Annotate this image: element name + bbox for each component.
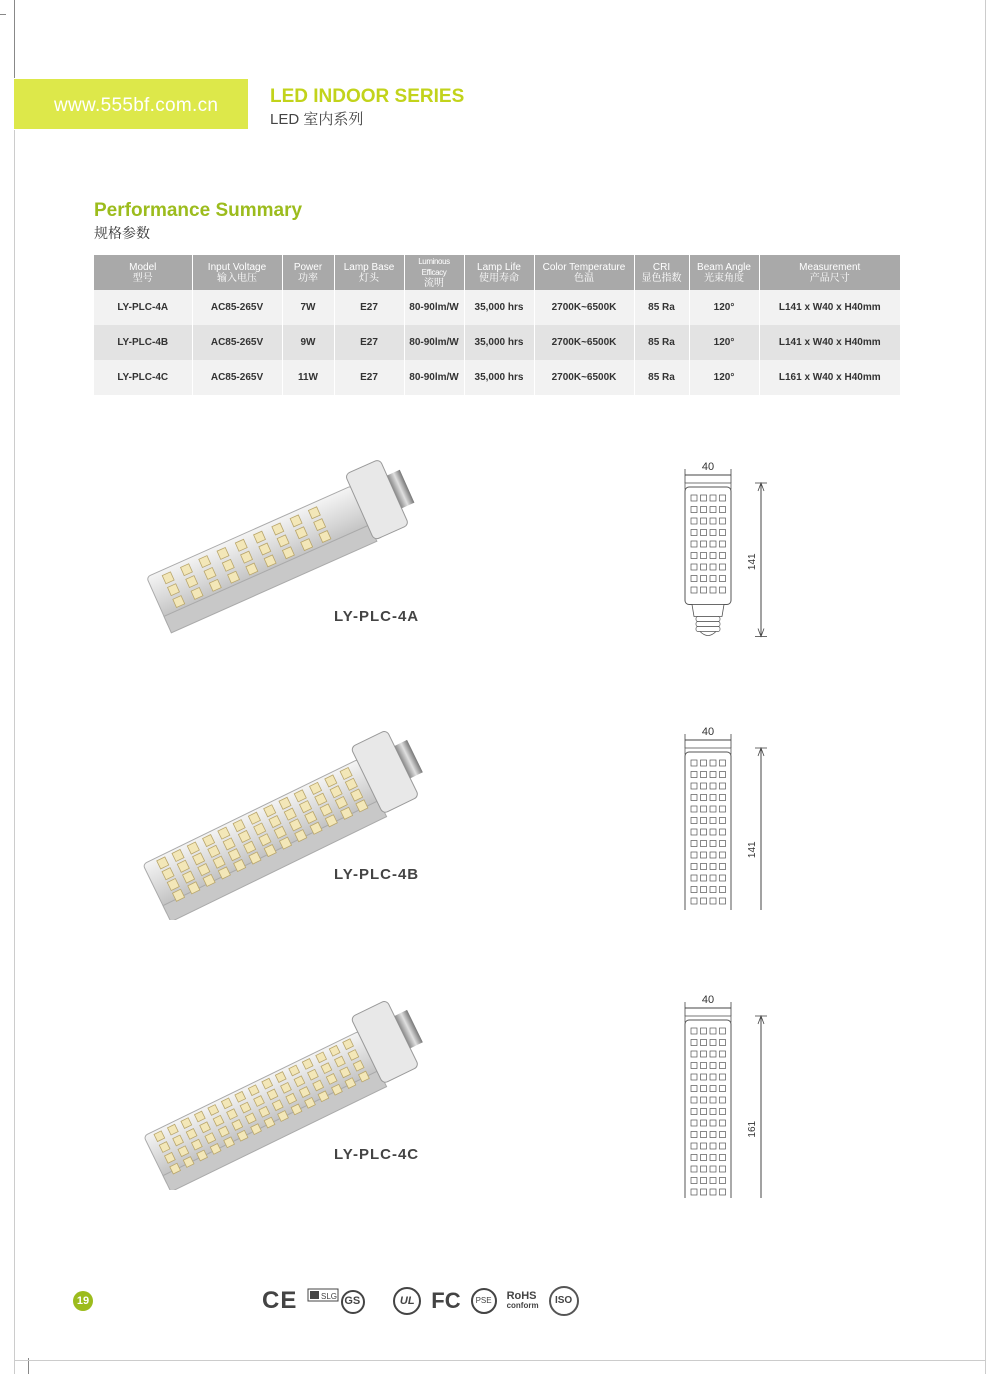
ce-mark-icon: CE (262, 1287, 298, 1314)
length-dimension-label: 141 (747, 553, 758, 571)
column-header-cn: 灯头 (359, 272, 379, 284)
drawing-tip (700, 632, 716, 636)
table-cell: 120° (689, 360, 759, 395)
svg-text:SLG: SLG (321, 1292, 338, 1301)
spec-table (94, 255, 900, 395)
column-header (759, 255, 900, 290)
product-label-4b: LY-PLC-4B (334, 866, 420, 883)
table-cell: 11W (282, 360, 334, 395)
table-cell: 7W (282, 290, 334, 325)
fcc-mark-icon: FC (431, 1288, 461, 1313)
table-cell: 120° (689, 325, 759, 360)
pse-mark-icon: PSE (471, 1288, 497, 1314)
column-header-en: CRI (652, 261, 671, 273)
iso-mark-icon: ISO (549, 1286, 579, 1316)
page-edge (14, 130, 15, 1374)
column-header-cn: 色温 (574, 272, 594, 284)
table-cell: 35,000 hrs (464, 290, 534, 325)
product-photo-4a (140, 445, 420, 635)
column-header (534, 255, 634, 290)
column-header-en: Power (293, 261, 323, 273)
table-row (94, 290, 900, 325)
table-cell: L161 x W40 x H40mm (759, 360, 900, 395)
table-cell: E27 (334, 360, 404, 395)
series-title-en: LED INDOOR SERIES (270, 86, 465, 107)
table-cell: AC85-265V (192, 290, 282, 325)
column-header-cn: 产品尺寸 (809, 272, 850, 284)
width-dimension-label: 40 (701, 994, 715, 1006)
column-header (404, 255, 464, 290)
table-cell: 85 Ra (634, 360, 689, 395)
table-cell: 80-90lm/W (404, 290, 464, 325)
table-cell: AC85-265V (192, 360, 282, 395)
drawing-thread (696, 622, 720, 627)
table-cell: 2700K~6500K (534, 360, 634, 395)
table-cell: E27 (334, 325, 404, 360)
crop-mark (0, 14, 6, 15)
column-header-en: Measurement (799, 261, 861, 273)
column-header-en: Lamp Base (343, 261, 395, 273)
column-header-en: Model (129, 261, 157, 273)
table-cell: LY-PLC-4B (94, 325, 192, 360)
column-header-cn: 使用寿命 (479, 272, 519, 284)
drawing-thread (696, 617, 720, 622)
width-dimension-label: 40 (701, 726, 715, 738)
table-cell: 35,000 hrs (464, 360, 534, 395)
drawing-body (685, 1020, 731, 1198)
table-cell: E27 (334, 290, 404, 325)
drawing-thread (696, 627, 720, 632)
width-dimension-label: 40 (701, 461, 715, 473)
column-header-cn: 光束角度 (704, 272, 744, 284)
column-header (94, 255, 192, 290)
table-row (94, 360, 900, 395)
page-number: 19 (73, 1291, 93, 1311)
column-header-cn: 输入电压 (217, 272, 257, 284)
product-photo-4b (140, 720, 430, 920)
table-cell: 9W (282, 325, 334, 360)
table-cell: 35,000 hrs (464, 325, 534, 360)
column-header (464, 255, 534, 290)
column-header-en: Luminous Efficacy (418, 257, 450, 277)
series-title-cn: LED 室内系列 (270, 111, 364, 128)
page-edge (985, 0, 986, 1374)
dimension-drawing-4b (670, 720, 780, 910)
table-cell: LY-PLC-4A (94, 290, 192, 325)
page-edge (14, 1360, 985, 1361)
certification-logos (262, 1286, 579, 1316)
table-cell: LY-PLC-4C (94, 360, 192, 395)
rohs-mark-icon: RoHS conform (506, 1290, 539, 1310)
gs-mark-icon: SLG GS (307, 1288, 383, 1314)
table-cell: 2700K~6500K (534, 325, 634, 360)
table-cell: 85 Ra (634, 290, 689, 325)
column-header (334, 255, 404, 290)
table-cell: L141 x W40 x H40mm (759, 290, 900, 325)
table-row (94, 325, 900, 360)
crop-mark (14, 0, 15, 78)
table-cell: 2700K~6500K (534, 290, 634, 325)
table-cell: 120° (689, 290, 759, 325)
column-header-cn: 功率 (298, 272, 318, 284)
dimension-drawing-4c (670, 988, 780, 1198)
column-header-en: Beam Angle (697, 261, 751, 273)
section-title: Performance Summary (94, 200, 303, 221)
column-header (282, 255, 334, 290)
table-header-row (94, 255, 900, 290)
drawing-socket (692, 605, 724, 617)
product-label-4a: LY-PLC-4A (334, 608, 420, 625)
length-dimension-label: 141 (747, 841, 758, 859)
column-header-en: Input Voltage (207, 261, 267, 273)
ul-mark-icon: UL (393, 1287, 421, 1315)
column-header-en: Lamp Life (477, 261, 521, 273)
column-header-cn: 型号 (132, 272, 153, 284)
product-label-4c: LY-PLC-4C (334, 1146, 420, 1163)
column-header-en: Color Temperature (542, 261, 626, 273)
table-cell: L141 x W40 x H40mm (759, 325, 900, 360)
table-cell: AC85-265V (192, 325, 282, 360)
length-dimension-label: 161 (747, 1120, 758, 1138)
table-cell: 80-90lm/W (404, 325, 464, 360)
column-header-cn: 流明 (424, 278, 444, 289)
column-header (634, 255, 689, 290)
site-url[interactable]: www.555bf.com.cn (54, 95, 219, 116)
section-subtitle: 规格参数 (94, 225, 150, 241)
table-cell: 80-90lm/W (404, 360, 464, 395)
dimension-drawing-4a (670, 455, 780, 645)
column-header-cn: 显色指数 (641, 272, 682, 284)
column-header (689, 255, 759, 290)
column-header (192, 255, 282, 290)
table-cell: 85 Ra (634, 325, 689, 360)
